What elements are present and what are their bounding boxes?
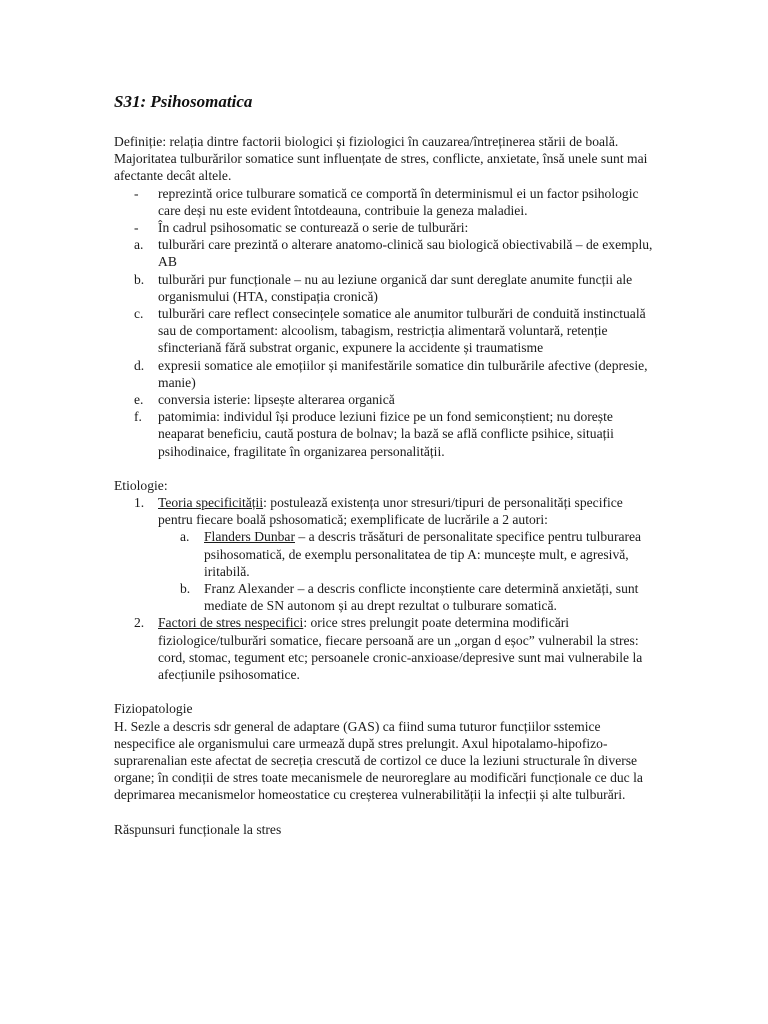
list-marker: - (134, 185, 139, 201)
item-text: – a descris trăsături de personalitate specifice pentru tulburarea psihosomatică, de exemplu personalitatea de tip A: muncește mult, e agresivă, iritabilă. (204, 529, 642, 579)
fiziopatologie-paragraph: H. Sezle a descris sdr general de adaptare (GAS) ca fiind suma tuturor funcțiilor sstemice nespecifice ale organismului care urmează după stres prelungit. Axul hipotalamo-hipofizo-suprarenalian este afectat de secreția crescută de cortizol ce duce la leziuni structurale în diverse organe; în condiții de stres toate mecanismele de neuroreglare au modificări funcționale ce duc la deprimarea mecanismelor homeostatice cu creșterea vulnerabilității la infecții și alte tulburări. (114, 718, 643, 803)
section-heading-raspunsuri: Răspunsuri funcționale la stres (114, 821, 282, 837)
list-item (114, 219, 654, 236)
spacer (114, 683, 654, 700)
list-item-text: patomimia: individul își produce leziuni fizice pe un fond semiconștient; nu dorește neaparat beneficiu, caută postura de bolnav; la bază se află conflicte psihice, situații psihodinaice, fragilitate în organizarea personalității. (158, 409, 614, 459)
sub-list-item (114, 528, 654, 580)
list-item-text: conversia isterie: lipsește alterarea organică (158, 392, 395, 408)
list-marker: b. (180, 581, 191, 597)
list-item-text: tulburări care prezintă o alterare anatomo-clinică sau biologică obiectivabilă – de exemplu, AB (158, 237, 653, 270)
list-marker: a. (134, 237, 144, 253)
page-title: S31: Psihosomatica (114, 92, 253, 111)
list-item-text: tulburări care reflect consecințele somatice ale anumitor tulburări de conduită instinctuală sau de comportament: alcoolism, tabagism, restricția alimentară voluntară, retenție sfincteriană fără substrat organic, expunere la accidente și traumatisme (158, 306, 646, 356)
list-marker: - (134, 220, 139, 236)
list-item (114, 305, 654, 357)
spacer (114, 460, 654, 477)
list-marker: 1. (134, 495, 145, 511)
list-item (114, 236, 654, 270)
list-marker: d. (134, 357, 145, 373)
item-text: Franz Alexander – a descris conflicte inconștiente care determină anxietăți, sunt mediate de SN autonom și au drept rezultat o tulburare somatică. (204, 581, 639, 614)
item-text: : postulează existența unor stresuri/tipuri de personalități specifice pentru fiecare boală pshosomatică; exemplificate de lucrările a 2 autori: (158, 495, 623, 528)
list-item (114, 271, 654, 305)
list-marker: a. (180, 529, 190, 545)
list-marker: c. (134, 306, 144, 322)
list-item (114, 185, 654, 219)
list-item (114, 408, 654, 460)
numbered-item (114, 494, 654, 528)
list-marker: b. (134, 271, 145, 287)
numbered-item (114, 614, 654, 683)
section-heading-etiologie: Etiologie: (114, 477, 168, 493)
list-item-text: expresii somatice ale emoțiilor și manifestările somatice din tulburările afective (depresie, manie) (158, 357, 648, 390)
list-item-text: În cadrul psihosomatic se conturează o serie de tulburări: (158, 220, 469, 236)
list-marker: 2. (134, 615, 145, 631)
list-item (114, 357, 654, 391)
item-lead-term: Factori de stres nespecifici (158, 615, 304, 631)
item-lead-term: Teoria specificității (158, 495, 264, 511)
item-text: : orice stres prelungit poate determina modificări fiziologice/tulburări somatice, fiecare persoană are un „organ d eșoc” vulnerabil la stres: cord, stomac, tegument etc; persoanele cronic-anxioase/depresive sunt mai vulnerabile la afecțiunile psihosomatice. (158, 615, 643, 683)
list-item-text: reprezintă orice tulburare somatică ce comportă în determinismul ei un factor psihologic care deși nu este evident întotdeauna, contribuie la geneza maladiei. (158, 185, 639, 218)
list-item-text: tulburări pur funcționale – nu au leziune organică dar sunt dereglate anumite funcții ale organismului (HTA, constipația cronică) (158, 271, 633, 304)
spacer (114, 804, 654, 821)
list-marker: f. (134, 409, 142, 425)
document-page (114, 92, 654, 838)
list-marker: e. (134, 392, 144, 408)
sub-list-item (114, 580, 654, 614)
section-heading-fiziopatologie: Fiziopatologie (114, 701, 193, 717)
definition-paragraph: Definiție: relația dintre factorii biologici și fiziologici în cauzarea/întreținerea stării de boală. Majoritatea tulburărilor somatice sunt influențate de stres, conflicte, anxietate, însă unele sunt mai afectante decât altele. (114, 134, 648, 184)
list-item (114, 391, 654, 408)
item-lead-term: Flanders Dunbar (204, 529, 295, 545)
